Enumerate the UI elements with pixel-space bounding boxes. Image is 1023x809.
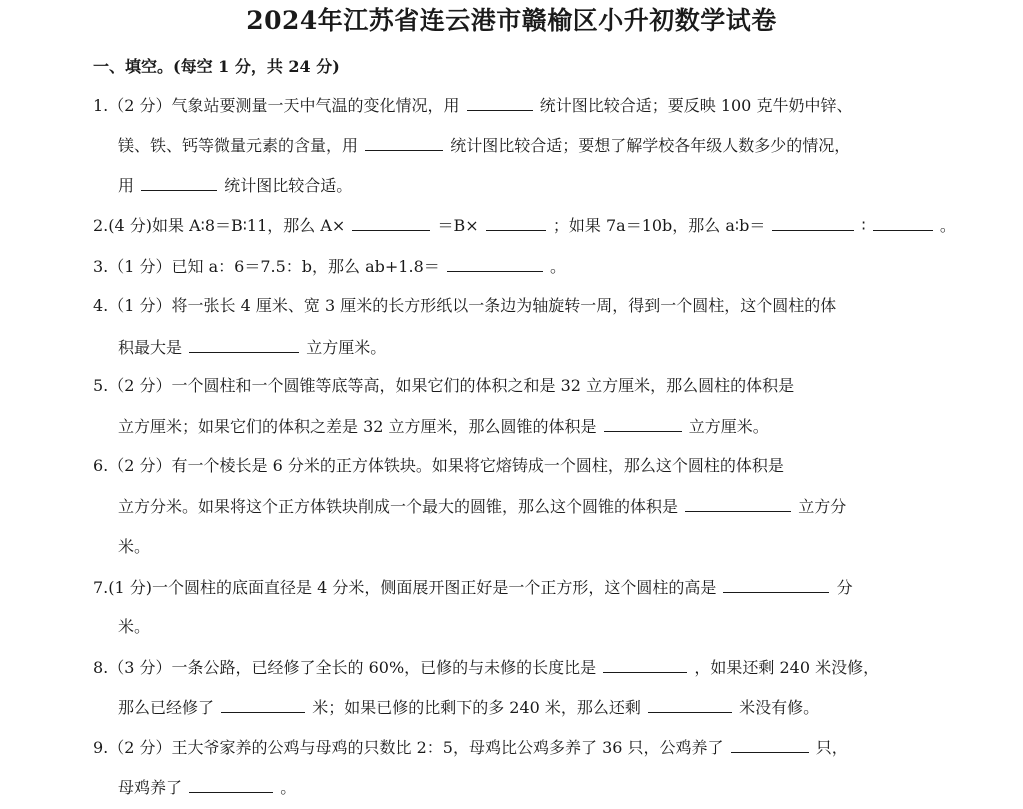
- page-title: 2024年江苏省连云港市赣榆区小升初数学试卷: [246, 6, 777, 35]
- answer-blank[interactable]: [731, 734, 809, 753]
- question-4-text: 积最大是: [118, 338, 183, 357]
- question-1-line-1: [93, 92, 852, 119]
- question-8-line-1: [93, 654, 879, 681]
- question-2-text: ∶: [861, 216, 866, 235]
- question-1-line-2: [118, 132, 850, 159]
- answer-blank[interactable]: [648, 694, 732, 713]
- answer-blank[interactable]: [685, 493, 791, 512]
- answer-blank[interactable]: [772, 212, 854, 231]
- question-2-text: 2.(4 分)如果 A∶8＝B∶11，那么 A×: [93, 216, 346, 235]
- question-6-line-2: [118, 493, 846, 520]
- question-8-text: 米；如果已修的比剩下的多 240 米，那么还剩: [312, 698, 641, 717]
- section-heading: 一、填空。(每空 1 分，共 24 分): [93, 57, 340, 76]
- answer-blank[interactable]: [447, 253, 543, 272]
- question-2-line-1: [93, 212, 956, 239]
- question-2-text: 。: [939, 216, 956, 235]
- question-3-text: 3.（1 分）已知 a：6＝7.5：b，那么 ab+1.8＝: [93, 257, 440, 276]
- question-9-text: 。: [280, 778, 297, 797]
- question-1-text: 镁、铁、钙等微量元素的含量，用: [118, 136, 359, 155]
- answer-blank[interactable]: [189, 334, 299, 353]
- question-7-line-2: 米。: [118, 617, 151, 636]
- answer-blank[interactable]: [723, 574, 829, 593]
- question-6-text: 立方分: [798, 497, 847, 516]
- question-8-line-2: [118, 694, 819, 721]
- question-4-text: 立方厘米。: [306, 338, 387, 357]
- answer-blank[interactable]: [467, 92, 533, 111]
- question-9-line-2: [118, 774, 296, 801]
- question-7-text: 分: [836, 578, 853, 597]
- question-5-line-1: 5.（2 分）一个圆柱和一个圆锥等底等高，如果它们的体积之和是 32 立方厘米，那么圆柱的体积是: [93, 376, 795, 395]
- question-9-text: 9.（2 分）王大爷家养的公鸡与母鸡的只数比 2：5，母鸡比公鸡多养了 36 只，公鸡养了: [93, 738, 724, 757]
- question-6-line-1: 6.（2 分）有一个棱长是 6 分米的正方体铁块。如果将它熔铸成一个圆柱，那么这个圆柱的体积是: [93, 456, 784, 475]
- question-1-text: 用: [118, 176, 135, 195]
- answer-blank[interactable]: [352, 212, 430, 231]
- question-8-text: ，如果还剩 240 米没修，: [694, 658, 880, 677]
- question-1-text: 统计图比较合适；要想了解学校各年级人数多少的情况，: [450, 136, 851, 155]
- answer-blank[interactable]: [486, 212, 546, 231]
- question-7-text: 7.(1 分)一个圆柱的底面直径是 4 分米，侧面展开图正好是一个正方形，这个圆柱的高是: [93, 578, 717, 597]
- question-9-text: 只，: [815, 738, 848, 757]
- answer-blank[interactable]: [221, 694, 305, 713]
- question-8-text: 那么已经修了: [118, 698, 215, 717]
- answer-blank[interactable]: [141, 172, 217, 191]
- question-3-line-1: [93, 253, 566, 280]
- question-4-line-1: 4.（1 分）将一张长 4 厘米、宽 3 厘米的长方形纸以一条边为轴旋转一周，得到一个圆柱，这个圆柱的体: [93, 296, 837, 315]
- answer-blank[interactable]: [604, 413, 682, 432]
- question-2-text: ；如果 7a＝10b，那么 a∶b＝: [552, 216, 766, 235]
- question-1-line-3: [118, 172, 352, 199]
- question-6-line-3: 米。: [118, 537, 151, 556]
- answer-blank[interactable]: [189, 774, 273, 793]
- question-1-text: 统计图比较合适；要反映 100 克牛奶中锌、: [539, 96, 853, 115]
- question-6-text: 立方分米。如果将这个正方体铁块削成一个最大的圆锥，那么这个圆锥的体积是: [118, 497, 679, 516]
- question-5-text: 立方厘米；如果它们的体积之差是 32 立方厘米，那么圆锥的体积是: [118, 417, 597, 436]
- question-4-line-2: [118, 334, 386, 361]
- question-5-text: 立方厘米。: [688, 417, 769, 436]
- question-2-text: ＝B×: [437, 216, 479, 235]
- question-9-text: 母鸡养了: [118, 778, 183, 797]
- question-5-line-2: [118, 413, 769, 440]
- question-1-text: 统计图比较合适。: [224, 176, 353, 195]
- answer-blank[interactable]: [873, 212, 933, 231]
- question-8-text: 8.（3 分）一条公路，已经修了全长的 60%，已修的与未修的长度比是: [93, 658, 597, 677]
- question-8-text: 米没有修。: [739, 698, 820, 717]
- question-3-text: 。: [549, 257, 566, 276]
- question-1-text: 1.（2 分）气象站要测量一天中气温的变化情况，用: [93, 96, 460, 115]
- answer-blank[interactable]: [365, 132, 443, 151]
- question-9-line-1: [93, 734, 848, 761]
- answer-blank[interactable]: [603, 654, 687, 673]
- question-7-line-1: [93, 574, 853, 601]
